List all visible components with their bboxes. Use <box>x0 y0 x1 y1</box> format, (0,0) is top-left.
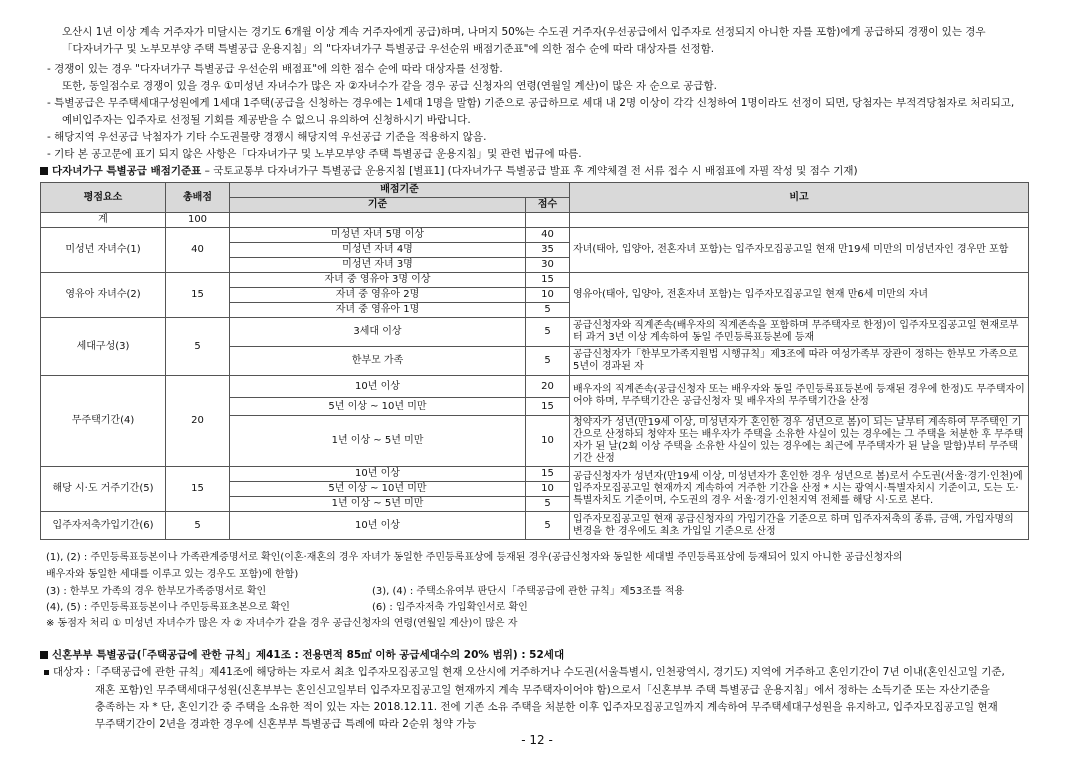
square-bullet-icon <box>40 651 48 659</box>
footnote: (4), (5) : 주민등록표등본이나 주민등록표초본으로 확인 <box>46 602 290 613</box>
criteria-cell: 자녀 중 영유아 3명 이상 <box>230 273 526 288</box>
intro-line: 오산시 1년 이상 계속 거주자가 미달시는 경기도 6개월 이상 계속 거주자에게 공급)하며, 나머지 50%는 수도권 거주자(우선공급에서 입주자로 선정되지 아니한 자를 포함)에게 공급하되 경쟁이 있는 경우 <box>62 26 986 38</box>
criteria-cell: 자녀 중 영유아 1명 <box>230 303 526 318</box>
intro-line: - 해당지역 우선공급 낙첨자가 기타 수도권물량 경쟁시 해당지역 우선공급 기준을 적용하지 않음. <box>47 131 487 143</box>
criteria-cell: 미성년 자녀 4명 <box>230 243 526 258</box>
intro-line: 또한, 동일점수로 경쟁이 있을 경우 ①미성년 자녀수가 많은 자 ②자녀수가 같을 경우 공급 신청자의 연령(연월일 계산)이 많은 자 순으로 공급함. <box>62 80 717 92</box>
remark-cell: 영유아(태아, 입양아, 전혼자녀 포함)는 입주자모집공고일 현재 만6세 미만의 자녀 <box>570 273 1029 318</box>
score-cell: 35 <box>526 243 570 258</box>
score-cell: 15 <box>526 467 570 482</box>
page-number: - 12 - <box>521 733 553 747</box>
criteria-cell: 한부모 가족 <box>230 347 526 376</box>
factor-cell: 세대구성(3) <box>41 318 166 376</box>
remark-cell: 입주자모집공고일 현재 공급신청자의 가입기간을 기준으로 하며 입주자저축의 종류, 금액, 가입자명의 변경을 한 경우에도 최초 가입일 기준으로 산정 <box>570 512 1029 540</box>
total-cell: 5 <box>166 512 230 540</box>
intro-line: - 경쟁이 있는 경우 "다자녀가구 특별공급 우선순위 배점표"에 의한 점수 순에 따라 대상자를 선정함. <box>47 63 503 75</box>
header-score: 점수 <box>526 198 570 213</box>
section-title-bold: 다자녀가구 특별공급 배점기준표 <box>52 165 202 177</box>
criteria-cell: 10년 이상 <box>230 512 526 540</box>
score-cell: 5 <box>526 497 570 512</box>
header-total: 총배점 <box>166 183 230 213</box>
score-cell: 15 <box>526 273 570 288</box>
criteria-cell: 5년 이상 ~ 10년 미만 <box>230 482 526 497</box>
score-cell: 10 <box>526 482 570 497</box>
footnote: (1), (2) : 주민등록표등본이나 가족관계증명서로 확인(이혼·재혼의 경우 자녀가 동일한 주민등록표상에 등재된 경우(공급신청자와 동일한 세대별 주민등록표상에 등재되어 있지 아니한 공급신청자의 <box>46 552 903 563</box>
total-cell: 5 <box>166 318 230 376</box>
criteria-cell: 1년 이상 ~ 5년 미만 <box>230 416 526 467</box>
intro-line: - 특별공급은 무주택세대구성원에게 1세대 1주택(공급을 신청하는 경우에는 1세대 1명을 말함) 기준으로 공급하므로 세대 내 2명 이상이 각각 신청하여 1명이라도 선정이 되면, 당첨자는 부적격당첨자로 처리되고, <box>47 97 1015 109</box>
score-cell: 10 <box>526 416 570 467</box>
score-cell: 5 <box>526 303 570 318</box>
remark-cell: 공급신청자가 성년자(만19세 이상, 미성년자가 혼인한 경우 성년으로 봄)로서 수도권(서울·경기·인천)에 입주자모집공고일 현재까지 계속하여 거주한 기간을 산정 * 시는 광역시·특별자치시 기준이고, 도는 도·특별자치도 기준이며, 수도권의 경우 서울·경기·인천지역 전체를 해당 시·도로 본다. <box>570 467 1029 512</box>
bullet-icon <box>44 670 49 675</box>
score-cell: 5 <box>526 347 570 376</box>
factor-cell: 입주자저축가입기간(6) <box>41 512 166 540</box>
score-cell: 15 <box>526 398 570 416</box>
section-title <box>40 164 858 178</box>
criteria-cell: 1년 이상 ~ 5년 미만 <box>230 497 526 512</box>
criteria-cell: 10년 이상 <box>230 467 526 482</box>
criteria-cell: 5년 이상 ~ 10년 미만 <box>230 398 526 416</box>
header-factor: 평점요소 <box>41 183 166 213</box>
newlywed-title-text: 신혼부부 특별공급(「주택공급에 관한 규칙」제41조 : 전용면적 85㎡ 이하 공급세대수의 20% 범위) : 52세대 <box>52 649 565 661</box>
intro-line: - 기타 본 공고문에 표기 되지 않은 사항은「다자녀가구 및 노부모부양 주택 특별공급 운용지침」및 관련 법규에 따름. <box>47 148 582 160</box>
header-remarks: 비고 <box>570 183 1029 213</box>
footnote: (3) : 한부모 가족의 경우 한부모가족증명서로 확인 <box>46 586 267 597</box>
header-group: 배점기준 <box>230 183 570 198</box>
criteria-cell: 미성년 자녀 3명 <box>230 258 526 273</box>
score-cell: 30 <box>526 258 570 273</box>
newlywed-line-text: 대상자 :「주택공급에 관한 규칙」제41조에 해당하는 자로서 최초 입주자모집공고일 현재 오산시에 거주하거나 수도권(서울특별시, 인천광역시, 경기도) 지역에 거주하고 혼인기간이 7년 이내(혼인신고일 기준, <box>53 666 1005 678</box>
total-cell: 20 <box>166 376 230 467</box>
score-cell: 40 <box>526 228 570 243</box>
criteria-cell: 미성년 자녀 5명 이상 <box>230 228 526 243</box>
newlywed-title <box>40 648 564 662</box>
intro-line: 예비입주자는 입주자로 선정될 기회를 제공받을 수 없으니 유의하여 신청하시기 바랍니다. <box>62 114 471 126</box>
total-cell: 15 <box>166 273 230 318</box>
score-cell: 20 <box>526 376 570 398</box>
header-criteria: 기준 <box>230 198 526 213</box>
square-bullet-icon <box>40 167 48 175</box>
intro-line: 「다자녀가구 및 노부모부양 주택 특별공급 운용지침」의 "다자녀가구 특별공급 우선순위 배점기준표"에 의한 점수 순에 따라 대상자를 선정함. <box>62 43 715 55</box>
newlywed-line: 재혼 포함)인 무주택세대구성원(신혼부부는 혼인신고일부터 입주자모집공고일 현재까지 계속 무주택자이어야 함)으로서「신혼부부 주택 특별공급 운용지침」에서 정하는 소득기준 또는 자산기준을 <box>95 684 990 696</box>
remark-cell: 공급신청자와 직계존속(배우자의 직계존속을 포함하며 무주택자로 한정)이 입주자모집공고일 현재로부터 과거 3년 이상 계속하여 동일 주민등록표등본에 등재 <box>570 318 1029 347</box>
factor-cell: 미성년 자녀수(1) <box>41 228 166 273</box>
remark-cell: 배우자의 직계존속(공급신청자 또는 배우자와 동일 주민등록표등본에 등재된 경우에 한정)도 무주택자이어야 하며, 무주택기간은 공급신청자 및 배우자의 무주택기간을 산정 <box>570 376 1029 416</box>
total-cell: 40 <box>166 228 230 273</box>
factor-cell: 영유아 자녀수(2) <box>41 273 166 318</box>
total-cell: 15 <box>166 467 230 512</box>
remark-cell: 자녀(태아, 입양아, 전혼자녀 포함)는 입주자모집공고일 현재 만19세 미만의 미성년자인 경우만 포함 <box>570 228 1029 273</box>
criteria-cell: 자녀 중 영유아 2명 <box>230 288 526 303</box>
score-cell: 5 <box>526 318 570 347</box>
score-table <box>40 182 1029 540</box>
total-value: 100 <box>166 213 230 228</box>
newlywed-line <box>44 665 1005 679</box>
remark-cell: 청약자가 성년(만19세 이상, 미성년자가 혼인한 경우 성년으로 봄)이 되는 날부터 계속하여 무주택인 기간으로 산정하되 청약자 또는 배우자가 주택을 소유한 사실이 있는 경우에는 그 주택을 처분한 후 무주택자가 된 날(2회 이상 주택을 소유한 사실이 있는 경우에는 최근에 무주택자가 된 날을 말함)부터 무주택 기간 산정 <box>570 416 1029 467</box>
total-label: 계 <box>41 213 166 228</box>
footnote: (3), (4) : 주택소유여부 판단시「주택공급에 관한 규칙」제53조를 적용 <box>372 586 685 597</box>
criteria-cell: 3세대 이상 <box>230 318 526 347</box>
footnote: (6) : 입주자저축 가입확인서로 확인 <box>372 602 528 613</box>
footnote: 배우자와 동일한 세대를 이루고 있는 경우도 포함)에 한함) <box>46 569 299 580</box>
score-cell: 10 <box>526 288 570 303</box>
section-title-rest: – 국토교통부 다자녀가구 특별공급 운용지침 [별표1] (다자녀가구 특별공급 발표 후 계약체결 전 서류 접수 시 배점표에 자필 작성 및 점수 기재) <box>201 165 858 177</box>
footnote: ※ 동점자 처리 ① 미성년 자녀수가 많은 자 ② 자녀수가 같을 경우 공급신청자의 연령(연월일 계산)이 많은 자 <box>46 618 518 629</box>
criteria-cell: 10년 이상 <box>230 376 526 398</box>
factor-cell: 해당 시·도 거주기간(5) <box>41 467 166 512</box>
newlywed-line: 무주택기간이 2년을 경과한 경우에 신혼부부 특별공급 특례에 따라 2순위 청약 가능 <box>95 718 477 730</box>
newlywed-line: 충족하는 자 * 단, 혼인기간 중 주택을 소유한 적이 있는 자는 2018.12.11. 전에 기존 소유 주택을 처분한 이후 입주자모집공고일까지 계속하여 무주택세대구성원을 유지하고, 입주자모집공고일 현재 <box>95 701 998 713</box>
remark-cell: 공급신청자가「한부모가족지원법 시행규칙」제3조에 따라 여성가족부 장관이 정하는 한부모 가족으로 5년이 경과된 자 <box>570 347 1029 376</box>
score-cell: 5 <box>526 512 570 540</box>
factor-cell: 무주택기간(4) <box>41 376 166 467</box>
